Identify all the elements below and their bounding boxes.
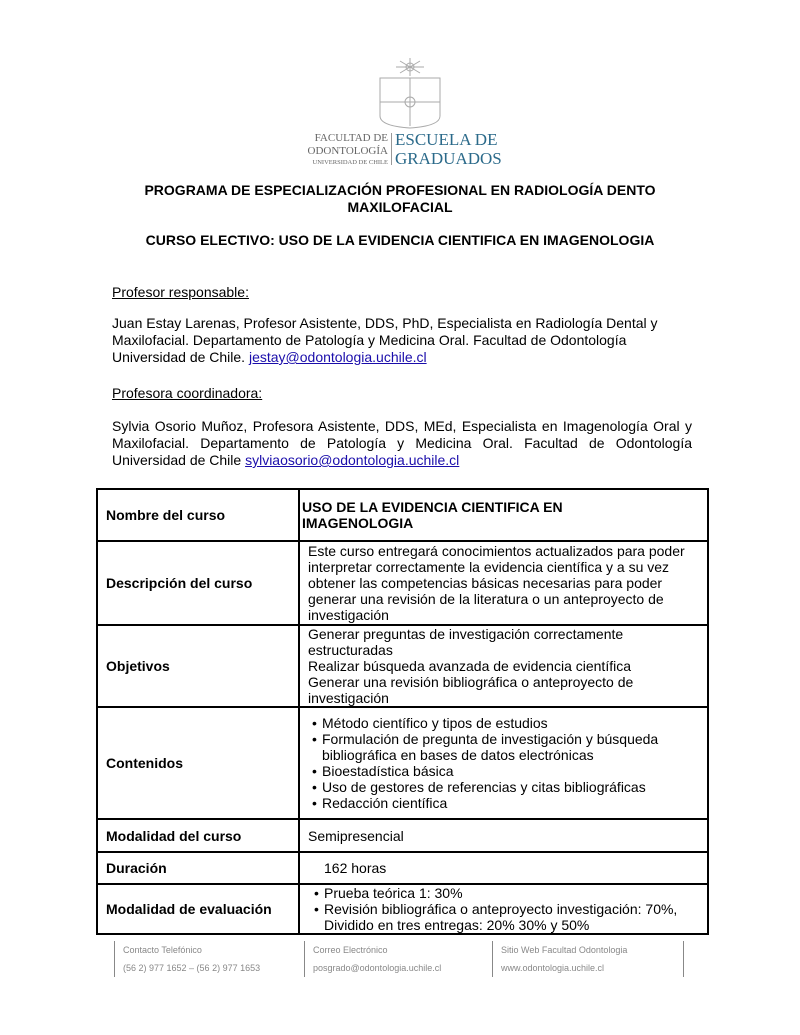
footer-email [304,941,441,977]
objective-item: Generar una revisión bibliográfica o anteproyecto de investigación [308,674,634,706]
modality-label: Modalidad del curso [97,819,299,852]
footer-phone [114,941,260,977]
logo-text: GRADUADOS [395,149,502,168]
coordinator-text [112,418,692,469]
content-item: • Método científico y tipos de estudios [322,715,699,731]
program-title: PROGRAMA DE ESPECIALIZACIÓN PROFESIONAL EN RADIOLOGÍA DENTO MAXILOFACIAL [144,182,656,215]
content-item: • Bioestadística básica [322,763,699,779]
responsible-text [112,315,692,366]
table-row [97,625,708,707]
logo-text: FACULTAD DE [314,132,388,144]
table-row [97,489,708,541]
course-name-label: Nombre del curso [97,489,299,541]
responsible-heading: Profesor responsable: [112,284,249,300]
description-value: Este curso entregará conocimientos actualizados para poder interpretar correctamente la evidencia científica y a su vez obtener las competencias básicas necesarias para poder generar una revisión de la literatura o un anteproyecto de investigación [299,541,708,625]
modality-value: Semipresencial [299,819,708,852]
course-table [96,488,709,935]
school-name-logo [395,130,502,168]
evaluation-label: Modalidad de evaluación [97,884,299,934]
responsible-email-link[interactable]: jestay@odontologia.uchile.cl [248,349,427,365]
evaluation-cell [299,884,708,934]
faculty-name-logo [290,132,388,167]
course-title: CURSO ELECTIVO: USO DE LA EVIDENCIA CIENTIFICA EN IMAGENOLOGIA [145,232,655,248]
logo-divider [391,133,392,165]
content-item: • Redacción científica [322,795,699,811]
description-label: Descripción del curso [97,541,299,625]
footer-label: Correo Electrónico [313,945,388,955]
table-row [97,541,708,625]
coordinator-heading: Profesora coordinadora: [112,385,263,401]
table-row [97,852,708,884]
objective-item: Realizar búsqueda avanzada de evidencia científica [308,658,631,674]
objective-item: Generar preguntas de investigación correctamente estructuradas [308,626,624,658]
table-row [97,819,708,852]
contents-label: Contenidos [97,707,299,819]
footer-value: (56 2) 977 1652 – (56 2) 977 1653 [123,963,261,973]
objectives-cell [299,625,708,707]
footer-value: www.odontologia.uchile.cl [501,963,605,973]
responsible-description: Juan Estay Larenas, Profesor Asistente, DDS, PhD, Especialista en Radiología Dental y Maxilofacial. Departamento de Patología y Medicina Oral. Facultad de Odontología Universidad de Chile. [112,315,658,365]
duration-label: Duración [97,852,299,884]
coordinator-description: Sylvia Osorio Muñoz, Profesora Asistente, DDS, MEd, Especialista en Imagenología Oral y Maxilofacial. Departamento de Patología y Medicina Oral. Facultad de Odontología Universidad de Chile [112,418,692,468]
evaluation-item: • Prueba teórica 1: 30% [324,885,699,901]
content-item: • Uso de gestores de referencias y citas bibliográficas [322,779,699,795]
content-item: • Formulación de pregunta de investigación y búsqueda bibliográfica en bases de datos electrónicas [322,731,699,763]
evaluation-item: • Revisión bibliográfica o anteproyecto investigación: 70%, Dividido en tres entregas: 20% 30% y 50% [324,901,699,933]
university-crest-logo [300,56,520,136]
table-row [97,707,708,819]
duration-value: 162 horas [299,852,708,884]
logo-text: ESCUELA DE [395,130,498,149]
contents-cell [299,707,708,819]
objectives-label: Objetivos [97,625,299,707]
footer-web [492,941,684,977]
table-row [97,884,708,934]
logo-text: UNIVERSIDAD DE CHILE [312,159,388,166]
logo-text: ODONTOLOGÍA [307,145,388,157]
coordinator-email-link[interactable]: sylviaosorio@odontologia.uchile.cl [245,452,460,468]
footer-label: Contacto Telefónico [123,945,202,955]
course-name-value: USO DE LA EVIDENCIA CIENTIFICA EN IMAGENOLOGIA [299,489,708,541]
footer-label: Sitio Web Facultad Odontologia [501,945,628,955]
footer-value: posgrado@odontologia.uchile.cl [313,963,442,973]
